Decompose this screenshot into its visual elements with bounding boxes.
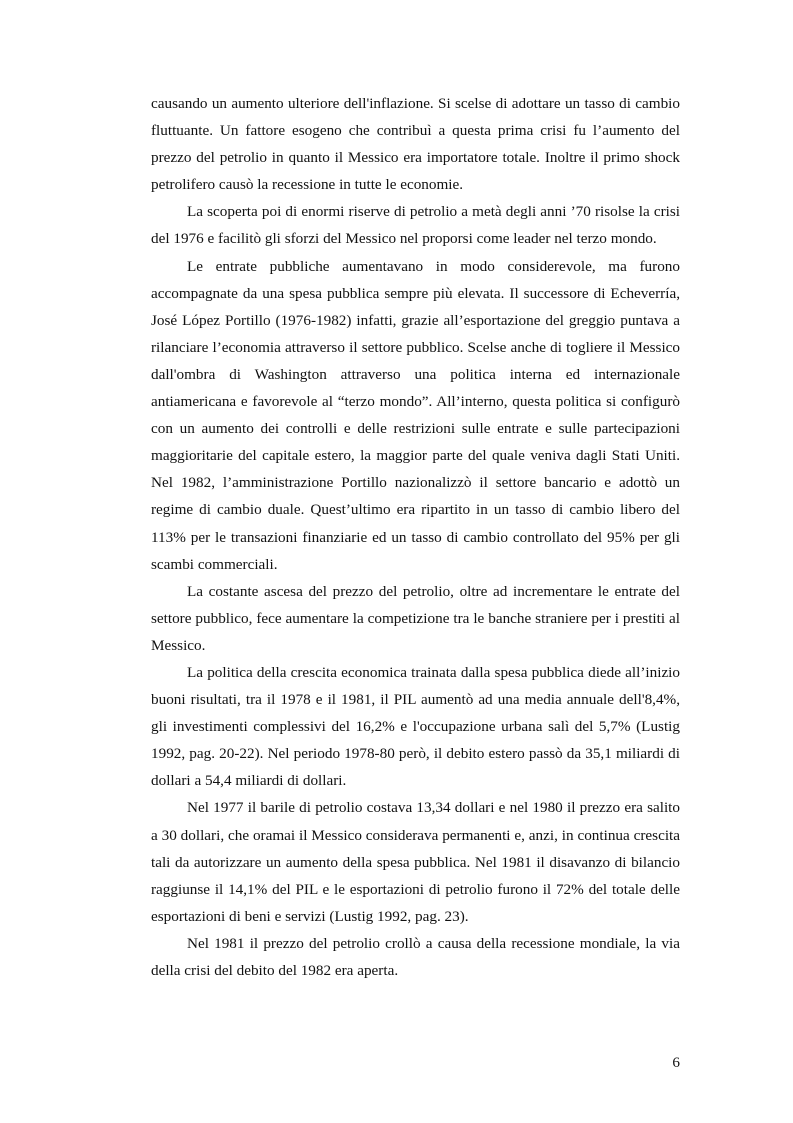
paragraph-continuation: causando un aumento ulteriore dell'inflazione. Si scelse di adottare un tasso di cambio fluttuante. Un fattore esogeno che contribuì a questa prima crisi fu l’aumento del prezzo del petrolio in quanto il Messico era importatore totale. Inoltre il primo shock petrolifero causò la recessione in tutte le economie. (151, 95, 680, 194)
paragraph: Nel 1977 il barile di petrolio costava 13,34 dollari e nel 1980 il prezzo era salito a 30 dollari, che oramai il Messico considerava permanenti e, anzi, in continua crescita tali da autorizzare un aumento della spesa pubblica. Nel 1981 il disavanzo di bilancio raggiunse il 14,1% del PIL e le esportazioni di petrolio furono il 72% del totale delle esportazioni di beni e servizi (Lustig 1992, pag. 23). (151, 799, 680, 925)
paragraph: Nel 1981 il prezzo del petrolio crollò a causa della recessione mondiale, la via della crisi del debito del 1982 era aperta. (151, 934, 680, 979)
paragraph: Le entrate pubbliche aumentavano in modo considerevole, ma furono accompagnate da una spesa pubblica sempre più elevata. Il successore di Echeverría, José López Portillo (1976-1982) infatti, grazie all’esportazione del greggio puntava a rilanciare l’economia attraverso il settore pubblico. Scelse anche di togliere il Messico dall'ombra di Washington attraverso una politica interna ed internazionale antiamericana e favorevole al “terzo mondo”. All’interno, questa politica si configurò con un aumento dei controlli e delle restrizioni sulle entrate e sulle partecipazioni maggioritarie del capitale estero, la maggior parte del quale veniva dagli Stati Uniti. Nel 1982, l’amministrazione Portillo nazionalizzò il settore bancario e adottò un regime di cambio duale. Quest’ultimo era ripartito in un tasso di cambio libero del 113% per le transazioni finanziarie ed un tasso di cambio controllato del 95% per gli scambi commerciali. (151, 257, 680, 573)
paragraph: La politica della crescita economica trainata dalla spesa pubblica diede all’inizio buoni risultati, tra il 1978 e il 1981, il PIL aumentò ad una media annuale dell'8,4%, gli investimenti complessivi del 16,2% e l'occupazione urbana salì del 5,7% (Lustig 1992, pag. 20-22). Nel periodo 1978-80 però, il debito estero passò da 35,1 miliardi di dollari a 54,4 miliardi di dollari. (151, 663, 680, 790)
paragraph: La scoperta poi di enormi riserve di petrolio a metà degli anni ’70 risolse la crisi del 1976 e facilitò gli sforzi del Messico nel proporsi come leader nel terzo mondo. (151, 203, 680, 248)
paragraph: La costante ascesa del prezzo del petrolio, oltre ad incrementare le entrate del settore pubblico, fece aumentare la competizione tra le banche straniere per i prestiti al Messico. (151, 582, 680, 654)
page-body (151, 90, 680, 984)
page-number: 6 (672, 1054, 680, 1071)
